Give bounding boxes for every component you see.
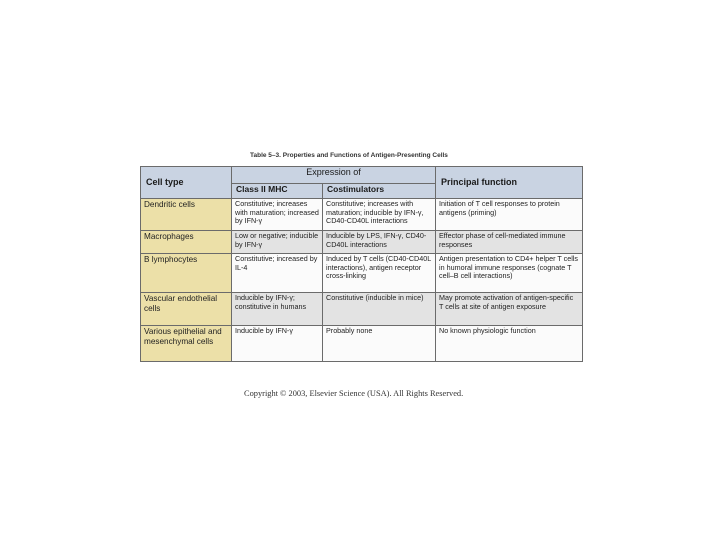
principal-function-cell: May promote activation of antigen-specific T cells at site of antigen exposure: [436, 293, 583, 326]
principal-function-cell: Initiation of T cell responses to protein antigens (priming): [436, 199, 583, 231]
cell-type: B lymphocytes: [141, 254, 232, 293]
costimulators-cell: Probably none: [323, 326, 436, 362]
header-costimulators: Costimulators: [323, 184, 436, 199]
table-row: [141, 326, 583, 362]
table-row: [141, 231, 583, 254]
class-ii-mhc-cell: Inducible by IFN-γ; constitutive in humans: [232, 293, 323, 326]
table-caption: Table 5–3. Properties and Functions of Antigen-Presenting Cells: [250, 152, 448, 159]
class-ii-mhc-cell: Low or negative; inducible by IFN-γ: [232, 231, 323, 254]
class-ii-mhc-cell: Inducible by IFN-γ: [232, 326, 323, 362]
principal-function-cell: Effector phase of cell-mediated immune responses: [436, 231, 583, 254]
table-row: [141, 293, 583, 326]
copyright-notice: Copyright © 2003, Elsevier Science (USA). All Rights Reserved.: [244, 389, 464, 398]
class-ii-mhc-cell: Constitutive; increases with maturation; increased by IFN-γ: [232, 199, 323, 231]
header-class-ii-mhc: Class II MHC: [232, 184, 323, 199]
cell-type: Dendritic cells: [141, 199, 232, 231]
apc-table: [140, 166, 582, 362]
class-ii-mhc-cell: Constitutive; increased by IL-4: [232, 254, 323, 293]
header-expression-of: Expression of: [232, 167, 436, 184]
principal-function-cell: Antigen presentation to CD4+ helper T cells in humoral immune responses (cognate T cell–B cell interactions): [436, 254, 583, 293]
header-principal-function: Principal function: [436, 167, 583, 199]
table-row: [141, 254, 583, 293]
table-row: [141, 199, 583, 231]
cell-type: Vascular endothelial cells: [141, 293, 232, 326]
cell-type: Macrophages: [141, 231, 232, 254]
costimulators-cell: Induced by T cells (CD40-CD40L interactions), antigen receptor cross-linking: [323, 254, 436, 293]
principal-function-cell: No known physiologic function: [436, 326, 583, 362]
header-cell-type: Cell type: [141, 167, 232, 199]
properties-table: [140, 166, 583, 362]
costimulators-cell: Constitutive (inducible in mice): [323, 293, 436, 326]
costimulators-cell: Inducible by LPS, IFN-γ, CD40-CD40L interactions: [323, 231, 436, 254]
costimulators-cell: Constitutive; increases with maturation; inducible by IFN-γ, CD40-CD40L interactions: [323, 199, 436, 231]
cell-type: Various epithelial and mesenchymal cells: [141, 326, 232, 362]
